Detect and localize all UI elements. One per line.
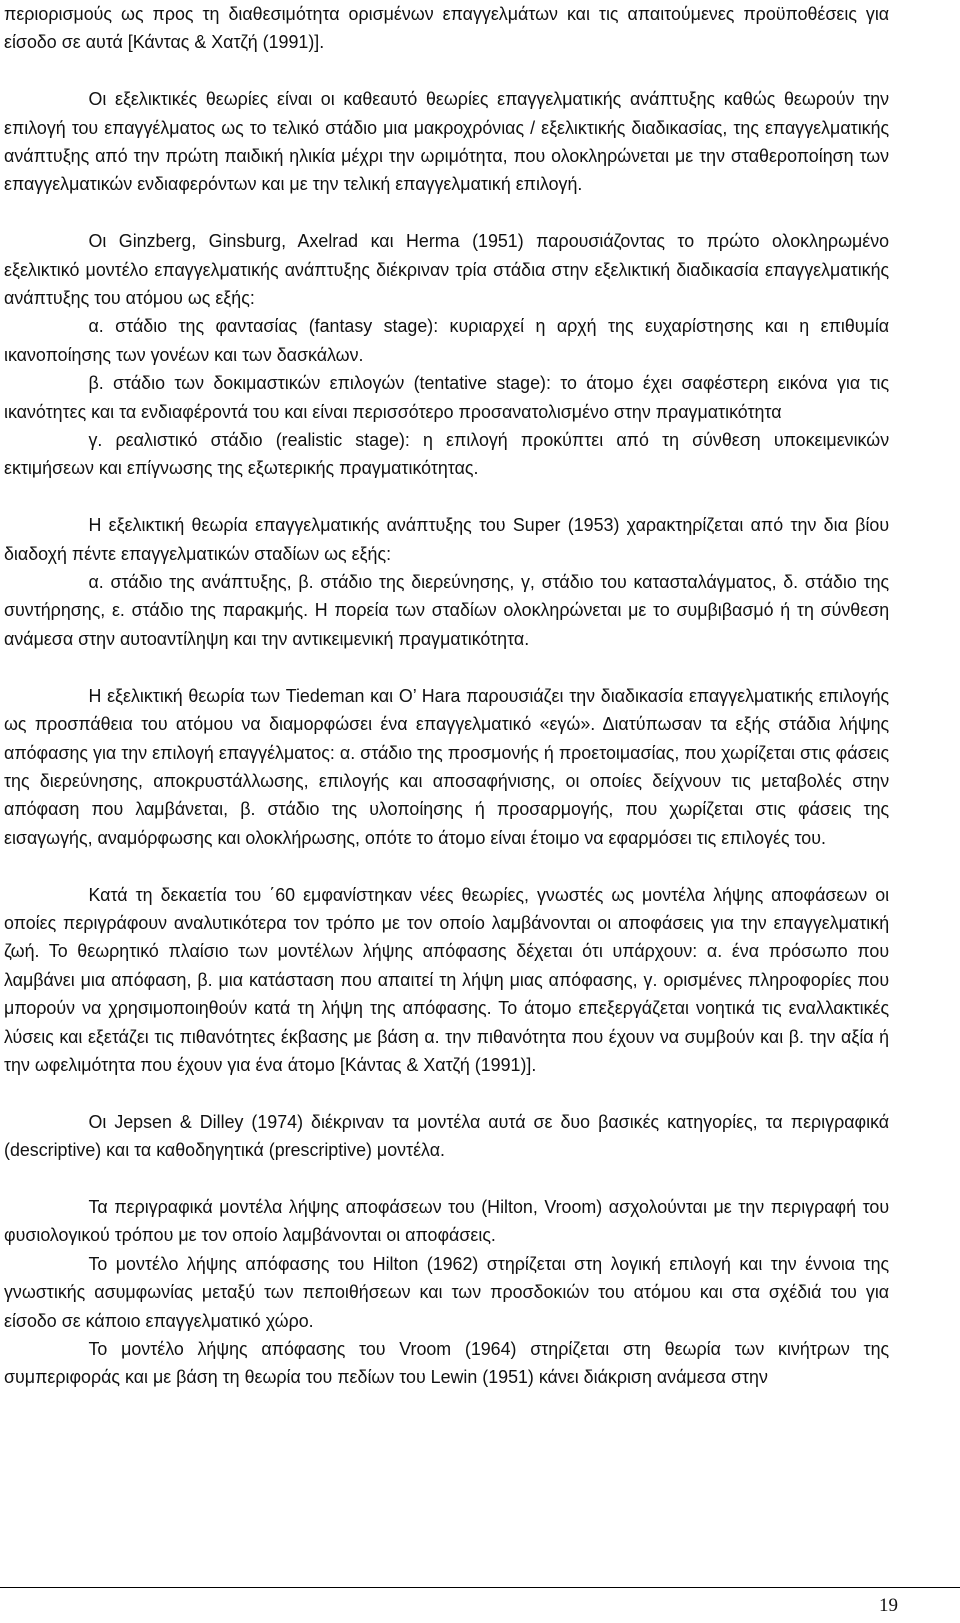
paragraph: Οι Ginzberg, Ginsburg, Axelrad και Herma (1951) παρουσιάζοντας το πρώτο ολοκληρωμένο εξελικτικό μοντέλο επαγγελματικής ανάπτυξης διέκριναν τρία στάδια στην εξελικτική διαδικασία επαγγελματικής ανάπτυξης του ατόμου ως εξής: (4, 230, 890, 309)
paragraph: περιορισμούς ως προς τη διαθεσιμότητα ορισμένων επαγγελμάτων και τις απαιτούμενες προϋποθέσεις για είσοδο σε αυτά [Κάντας & Χατζή (1991)]. (4, 3, 890, 53)
paragraph: Οι Jepsen & Dilley (1974) διέκριναν τα μοντέλα αυτά σε δυο βασικές κατηγορίες, τα περιγραφικά (descriptive) και τα καθοδηγητικά (prescriptive) μοντέλα. (4, 1110, 890, 1161)
paragraph: Κατά τη δεκαετία του ΄60 εμφανίστηκαν νέες θεωρίες, γνωστές ως μοντέλα λήψης αποφάσεων οι οποίες περιγράφουν αναλυτικότερα τον τρόπο με τον οποίο λαμβάνονται οι αποφάσεις για την επαγγελματική ζωή. Το θεωρητικό πλαίσιο των μοντέλων λήψης απόφασης δέχεται ότι υπάρχουν: α. ένα πρόσωπο που λαμβάνει μια απόφαση, β. μια κατάσταση που απαιτεί τη λήψη μιας απόφασης, γ. ορισμένες πληροφορίες που μπορούν να χρησιμοποιηθούν κατά τη λήψη της απόφασης. Το άτομο επεξεργάζεται νοητικά τις εναλλακτικές λύσεις και εξετάζει τις πιθανότητες έκβασης με βάση α. την πιθανότητα που έχουν να συμβούν και β. την αξία ή την ωφελιμότητα που έχουν για ένα άτομο [Κάντας & Χατζή (1991)]. (4, 883, 890, 1075)
paragraph: Η εξελικτική θεωρία των Tiedeman και Ο’ Hara παρουσιάζει την διαδικασία επαγγελματικής επιλογής ως προσπάθεια του ατόμου να διαμορφώσει ένα επαγγελματικό «εγώ». Διατύπωσαν τα εξής στάδια λήψης απόφασης για την επιλογή επαγγέλματος: α. στάδιο της προσμονής ή προετοιμασίας, που χωρίζεται στις φάσεις της διερεύνησης, αποκρυστάλλωσης, επιλογής και αποσαφήνισης, οι οποίες δείχνουν τις μεταβολές στην απόφαση που λαμβάνεται, β. στάδιο της υλοποίησης ή προσαρμογής, που χωρίζεται στις φάσεις της εισαγωγής, αναμόρφωσης και ολοκλήρωσης, οπότε το άτομο είναι έτοιμο να εφαρμόσει τις επιλογές του. (4, 684, 890, 848)
list-item: β. στάδιο των δοκιμαστικών επιλογών (tentative stage): το άτομο έχει σαφέστερη εικόνα για τις ικανότητες και τα ενδιαφέροντά του και είναι περισσότερο προσανατολισμένο στην πραγματικότητα (4, 372, 890, 422)
page-number: 19 (879, 1595, 898, 1616)
list-item: α. στάδιο της ανάπτυξης, β. στάδιο της διερεύνησης, γ, στάδιο του κατασταλάγματος, δ. στάδιο της συντήρησης, ε. στάδιο της παρακμής. Η πορεία των σταδίων ολοκληρώνεται με το συμβιβασμό ή τη σύνθεση ανάμεσα στην αυτοαντίληψη και την αντικειμενική πραγματικότητα. (4, 571, 890, 649)
paragraph: Η εξελικτική θεωρία επαγγελματικής ανάπτυξης του Super (1953) χαρακτηρίζεται από την δια βίου διαδοχή πέντε επαγγελματικών σταδίων ως εξής: (4, 514, 890, 564)
document-body (4, 0, 889, 1392)
paragraph: Τα περιγραφικά μοντέλα λήψης αποφάσεων του (Hilton, Vroom) ασχολούνται με την περιγραφή του φυσιολογικού τρόπου με τον οποίο λαμβάνονται οι αποφάσεις. (4, 1195, 890, 1246)
list-item: α. στάδιο της φαντασίας (fantasy stage): κυριαρχεί η αρχή της ευχαρίστησης και η επιθυμία ικανοποίησης των γονέων και των δασκάλων. (4, 315, 890, 365)
list-item: γ. ρεαλιστικό στάδιο (realistic stage): η επιλογή προκύπτει από τη σύνθεση υποκειμενικών εκτιμήσεων και επίγνωσης της εξωτερικής πραγματικότητας. (4, 429, 890, 479)
footer-divider (0, 1587, 960, 1588)
paragraph: Το μοντέλο λήψης απόφασης του Vroom (1964) στηρίζεται στη θεωρία των κινήτρων της συμπεριφοράς και με βάση τη θεωρία του πεδίων του Lewin (1951) κάνει διάκριση ανάμεσα στην (4, 1337, 890, 1388)
paragraph: Το μοντέλο λήψης απόφασης του Hilton (1962) στηρίζεται στη λογική επιλογή και την έννοια της γνωστικής ασυμφωνίας μεταξύ των πεποιθήσεων και των προσδοκιών του ατόμου και στα σχέδιά του για είσοδο σε κάποιο επαγγελματικό χώρο. (4, 1252, 890, 1331)
paragraph: Οι εξελικτικές θεωρίες είναι οι καθεαυτό θεωρίες επαγγελματικής ανάπτυξης καθώς θεωρούν την επιλογή του επαγγέλματος ως το τελικό στάδιο μια μακροχρόνιας / εξελικτικής διαδικασίας, της επαγγελματικής ανάπτυξης από την πρώτη παιδική ηλικία μέχρι την ωριμότητα, που ολοκληρώνεται με την σταθεροποίηση των επαγγελματικών ενδιαφερόντων και με την τελική επαγγελματική επιλογή. (4, 88, 890, 195)
